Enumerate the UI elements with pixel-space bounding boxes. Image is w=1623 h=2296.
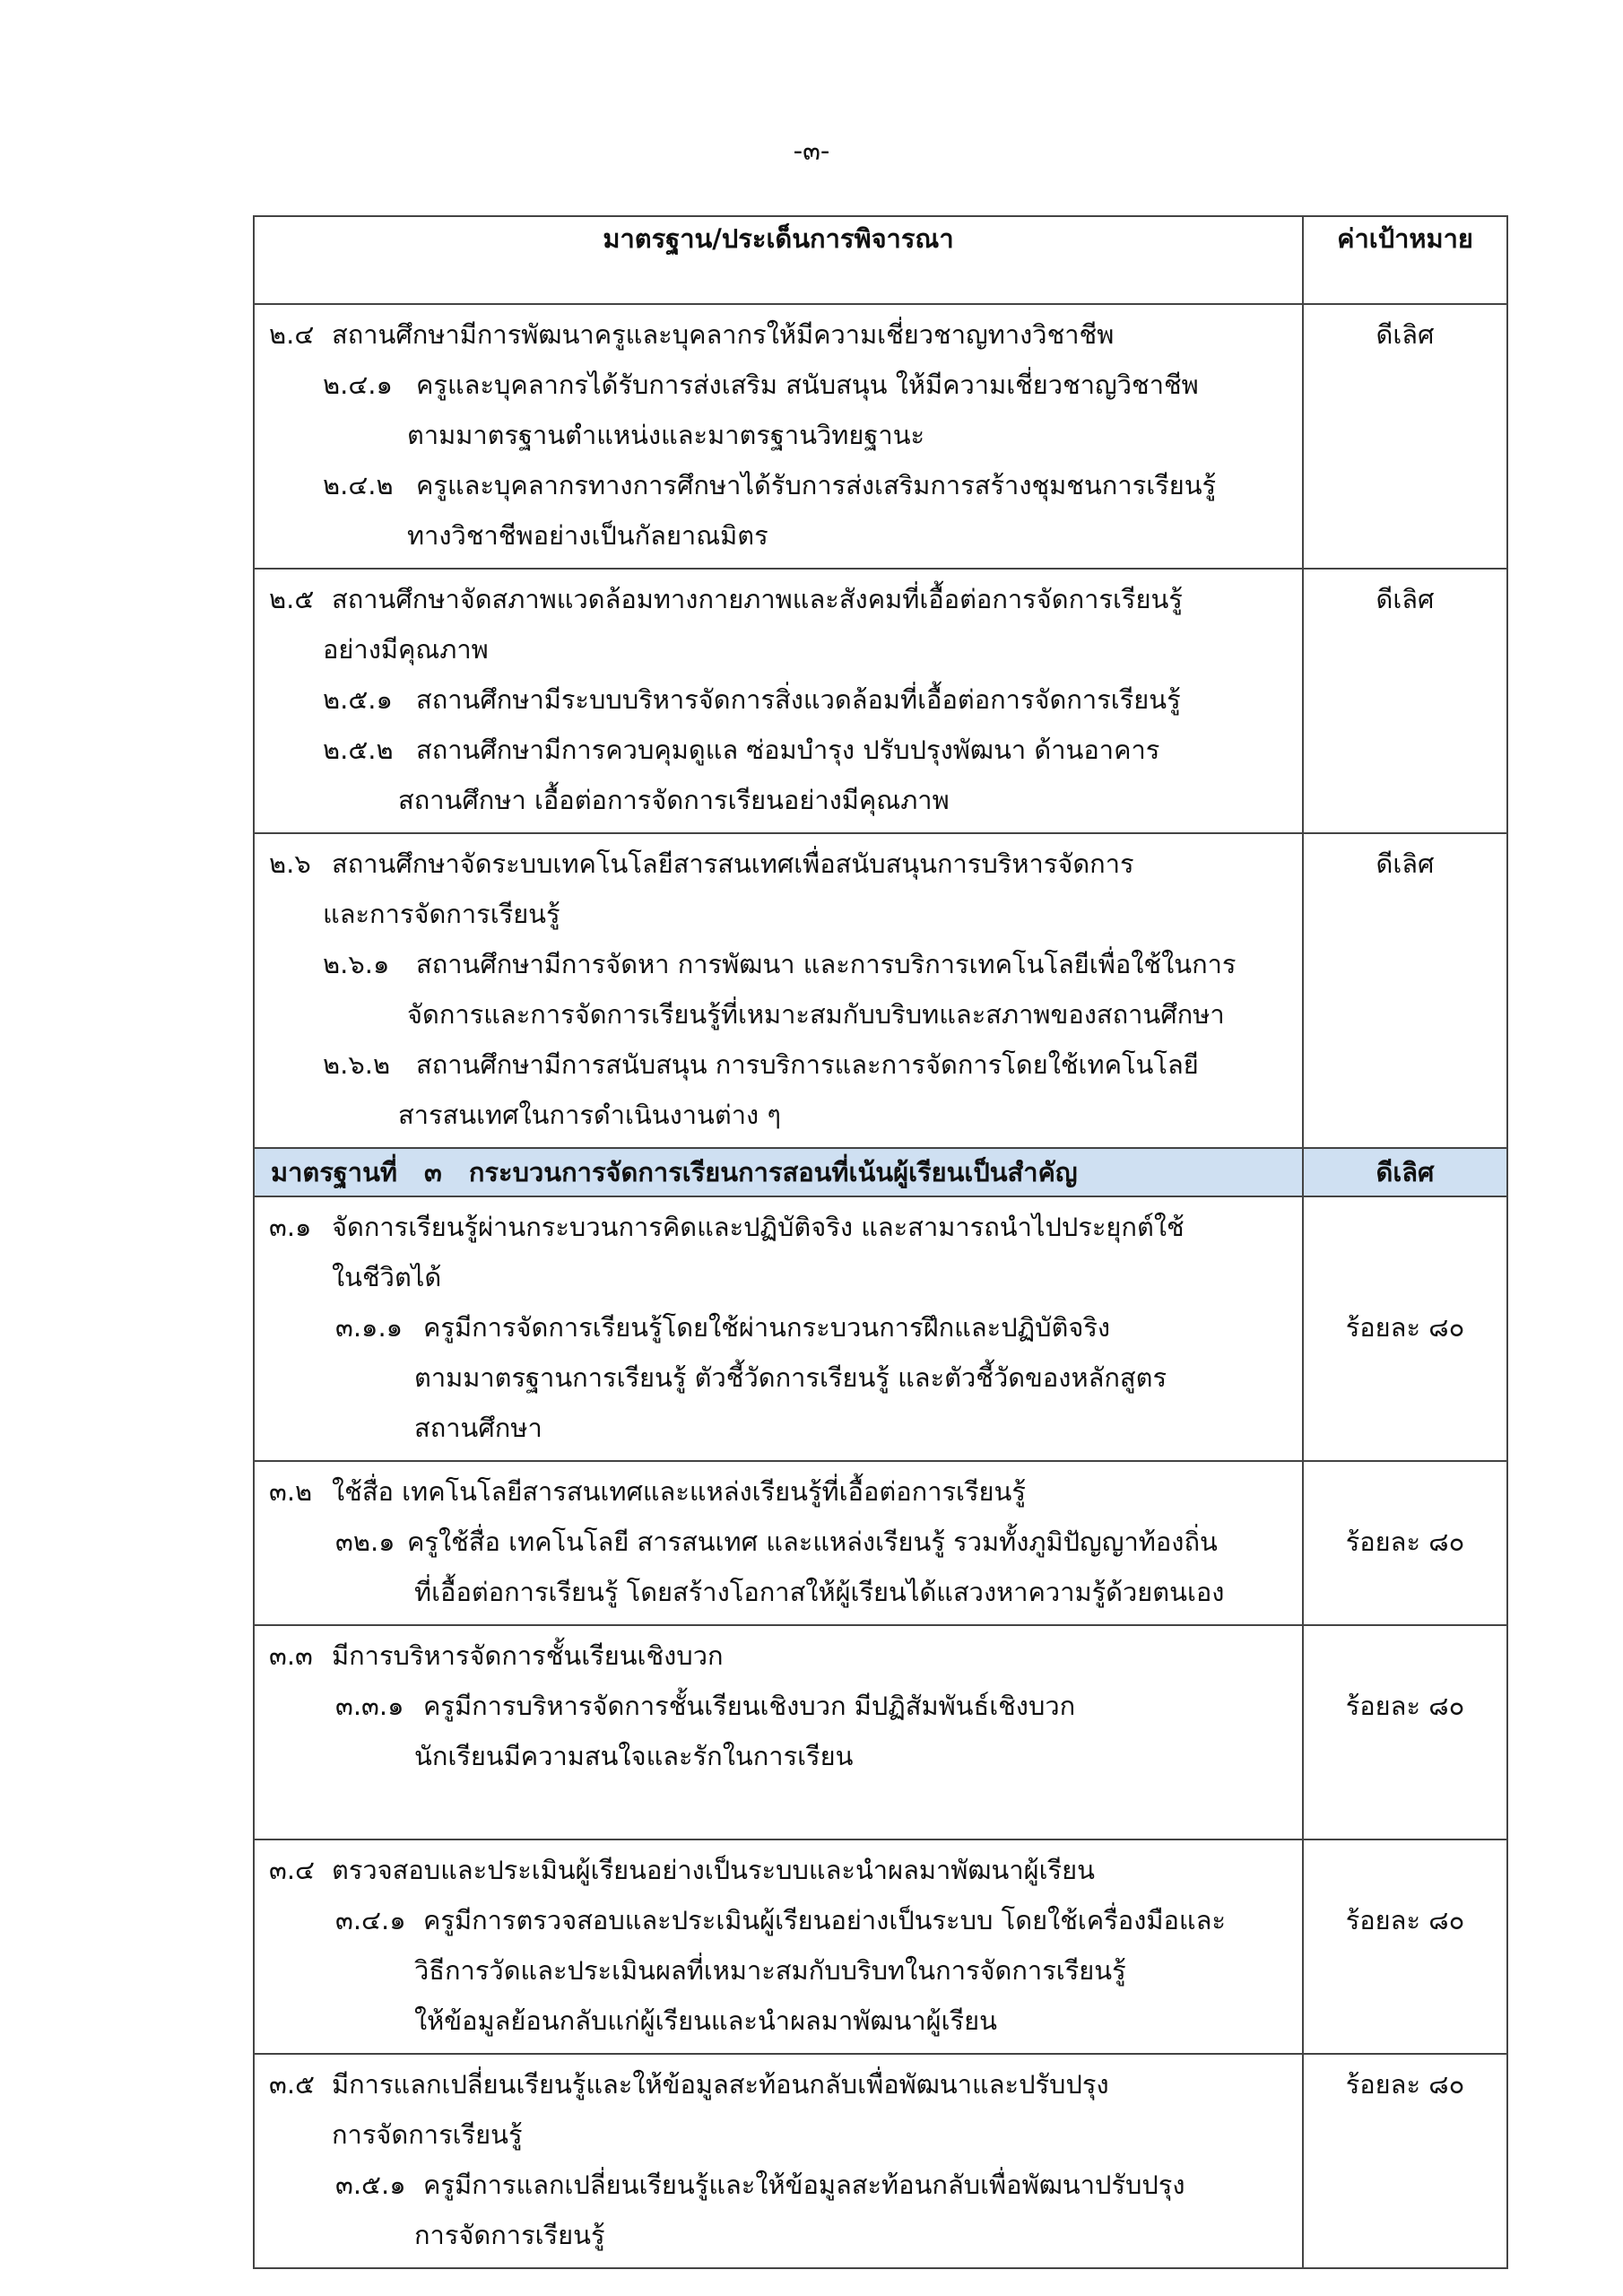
standard-cell [254,833,1303,1148]
standard-label: มาตรฐานที่ [271,1157,398,1187]
table-row [254,1839,1507,2054]
item-line: สถานศึกษา [414,1413,542,1443]
target-cell: ร้อยละ ๘๐ [1303,1625,1507,1839]
item-line: การจัดการเรียนรู้ [414,2220,605,2250]
standard-cell [254,304,1303,569]
item-line: จัดการและการจัดการเรียนรู้ที่เหมาะสมกับบริบทและสภาพของสถานศึกษา [407,999,1225,1030]
standard-cell [254,1839,1303,2054]
item-line: สารสนเทศในการดำเนินงานต่าง ๆ [398,1100,781,1130]
item-line: ในชีวิตได้ [332,1262,442,1292]
table-header-row [254,216,1507,304]
item-line: ๒.๔ สถานศึกษามีการพัฒนาครูและบุคลากรให้มีความเชี่ยวชาญทางวิชาชีพ [269,319,1115,350]
table-row [254,1625,1507,1839]
item-line: ๒.๕ สถานศึกษาจัดสภาพแวดล้อมทางกายภาพและสังคมที่เอื้อต่อการจัดการเรียนรู้ [269,584,1183,614]
table-row [254,1461,1507,1625]
table-row [254,304,1507,569]
page-number: -๓- [793,135,830,166]
standard-3-title [254,1148,1303,1196]
target-cell: ร้อยละ ๘๐ [1303,1839,1507,2054]
item-line: ๒.๖ สถานศึกษาจัดระบบเทคโนโลยีสารสนเทศเพื่อสนับสนุนการบริหารจัดการ [269,848,1134,879]
target-cell: ดีเลิศ [1303,304,1507,569]
item-line: ๒.๔.๒ ครูและบุคลากรทางการศึกษาได้รับการส่งเสริมการสร้างชุมชนการเรียนรู้ [323,470,1217,500]
target-cell: ร้อยละ ๘๐ [1303,1196,1507,1461]
header-target: ค่าเป้าหมาย [1303,216,1507,304]
item-line: ตามมาตรฐานตำแหน่งและมาตรฐานวิทยฐานะ [407,420,925,450]
item-line: ๓.๕ มีการแลกเปลี่ยนเรียนรู้และให้ข้อมูลสะท้อนกลับเพื่อพัฒนาและปรับปรุง [269,2069,1109,2100]
standards-table [253,215,1508,2269]
item-line: ๓.๔.๑ ครูมีการตรวจสอบและประเมินผู้เรียนอย่างเป็นระบบ โดยใช้เครื่องมือและ [335,1905,1226,1935]
item-line: ๒.๖.๒ สถานศึกษามีการสนับสนุน การบริการและการจัดการโดยใช้เทคโนโลยี [323,1049,1199,1080]
item-line: ๓.๓ มีการบริหารจัดการชั้นเรียนเชิงบวก [269,1640,724,1671]
item-line: ๒.๕.๒ สถานศึกษามีการควบคุมดูแล ซ่อมบำรุง ปรับปรุงพัฒนา ด้านอาคาร [323,735,1160,765]
item-line: ตามมาตรฐานการเรียนรู้ ตัวชี้วัดการเรียนรู้ และตัวชี้วัดของหลักสูตร [414,1362,1167,1393]
standard-cell [254,569,1303,833]
standard-cell [254,2054,1303,2268]
item-line: ๒.๔.๑ ครูและบุคลากรได้รับการส่งเสริม สนับสนุน ให้มีความเชี่ยวชาญวิชาชีพ [323,370,1199,400]
item-line: ๓.๒ ใช้สื่อ เทคโนโลยีสารสนเทศและแหล่งเรียนรู้ที่เอื้อต่อการเรียนรู้ [269,1476,1026,1507]
standard-title: กระบวนการจัดการเรียนการสอนที่เน้นผู้เรียนเป็นสำคัญ [468,1157,1078,1187]
item-line: ให้ข้อมูลย้อนกลับแก่ผู้เรียนและนำผลมาพัฒนาผู้เรียน [414,2005,997,2036]
standard-cell [254,1196,1303,1461]
item-line: ๓.๑ จัดการเรียนรู้ผ่านกระบวนการคิดและปฏิบัติจริง และสามารถนำไปประยุกต์ใช้ [269,1212,1185,1242]
item-line: ๒.๕.๑ สถานศึกษามีระบบบริหารจัดการสิ่งแวดล้อมที่เอื้อต่อการจัดการเรียนรู้ [323,684,1181,715]
target-cell: ร้อยละ ๘๐ [1303,1461,1507,1625]
header-standard: มาตรฐาน/ประเด็นการพิจารณา [254,216,1303,304]
item-line: ๓๒.๑ ครูใช้สื่อ เทคโนโลยี สารสนเทศ และแหล่งเรียนรู้ รวมทั้งภูมิปัญญาท้องถิ่น [335,1526,1218,1557]
item-line: และการจัดการเรียนรู้ [323,899,560,929]
standard-cell [254,1461,1303,1625]
item-line: ๓.๓.๑ ครูมีการบริหารจัดการชั้นเรียนเชิงบวก มีปฏิสัมพันธ์เชิงบวก [335,1691,1076,1721]
item-line: วิธีการวัดและประเมินผลที่เหมาะสมกับบริบทในการจัดการเรียนรู้ [414,1955,1126,1986]
target-cell: ร้อยละ ๘๐ [1303,2054,1507,2268]
item-line: การจัดการเรียนรู้ [332,2119,523,2150]
item-line: ๓.๕.๑ ครูมีการแลกเปลี่ยนเรียนรู้และให้ข้อมูลสะท้อนกลับเพื่อพัฒนาปรับปรุง [335,2170,1185,2200]
table-row [254,2054,1507,2268]
target-cell: ดีเลิศ [1303,833,1507,1148]
item-line: ๓.๑.๑ ครูมีการจัดการเรียนรู้โดยใช้ผ่านกระบวนการฝึกและปฏิบัติจริง [335,1312,1111,1343]
item-line: ๒.๖.๑ สถานศึกษามีการจัดหา การพัฒนา และการบริการเทคโนโลยีเพื่อใช้ในการ [323,949,1237,979]
item-line: ที่เอื้อต่อการเรียนรู้ โดยสร้างโอกาสให้ผู้เรียนได้แสวงหาความรู้ด้วยตนเอง [414,1577,1225,1607]
item-line: ทางวิชาชีพอย่างเป็นกัลยาณมิตร [407,520,768,551]
item-line: สถานศึกษา เอื้อต่อการจัดการเรียนอย่างมีคุณภาพ [398,785,950,815]
standard-3-row [254,1148,1507,1196]
table-row [254,1196,1507,1461]
item-line: นักเรียนมีความสนใจและรักในการเรียน [414,1741,854,1771]
table-row [254,569,1507,833]
standard-3-target: ดีเลิศ [1303,1148,1507,1196]
standard-cell [254,1625,1303,1839]
item-line: ๓.๔ ตรวจสอบและประเมินผู้เรียนอย่างเป็นระบบและนำผลมาพัฒนาผู้เรียน [269,1855,1095,1885]
standard-number: ๓ [424,1157,442,1187]
item-line: อย่างมีคุณภาพ [323,634,489,665]
target-cell: ดีเลิศ [1303,569,1507,833]
table-row [254,833,1507,1148]
